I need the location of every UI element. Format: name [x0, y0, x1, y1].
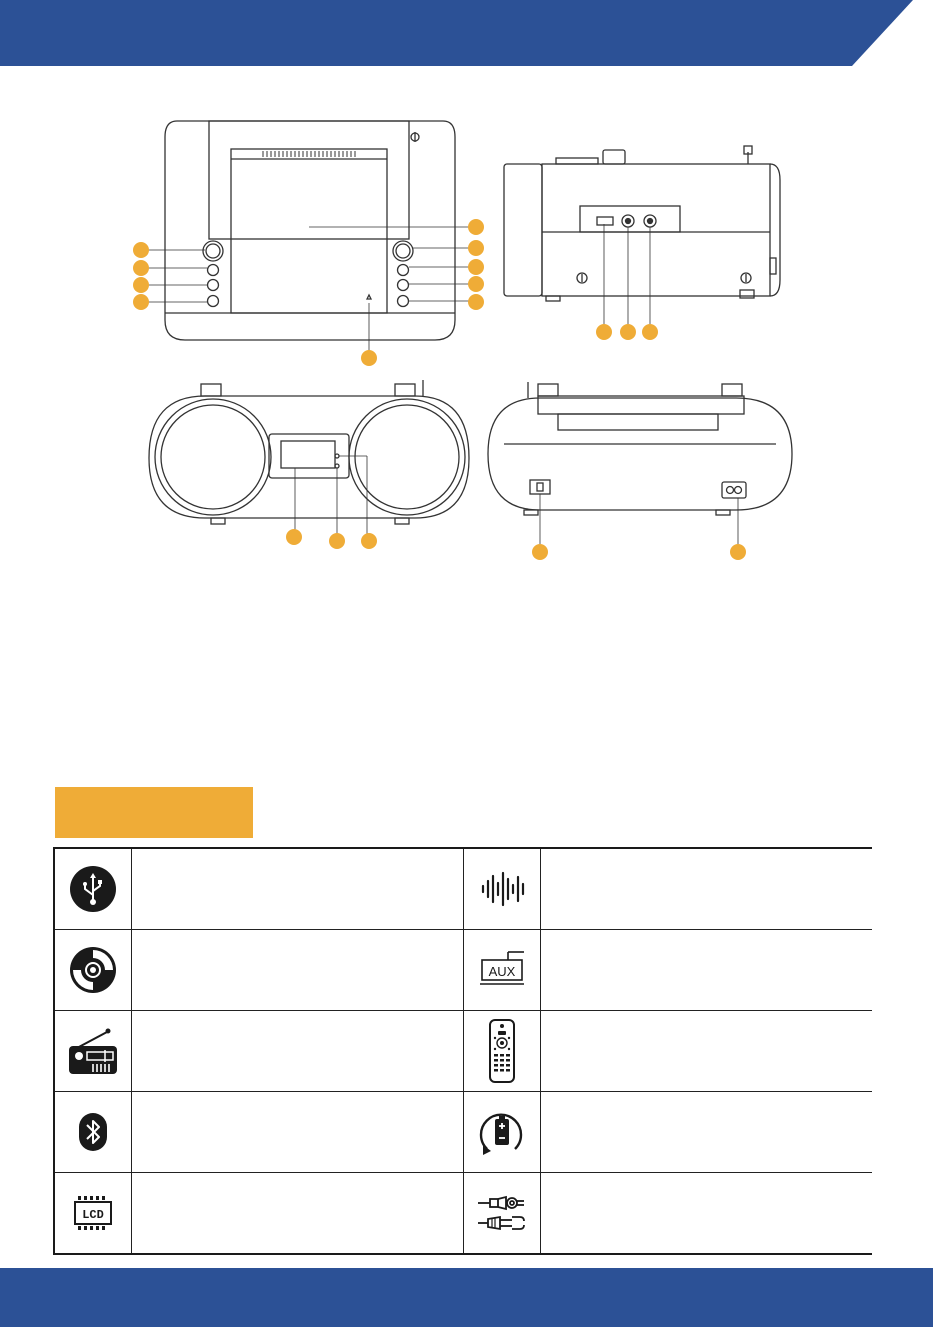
- side-view-illustration: [500, 140, 785, 345]
- feature-text-cell: [131, 1092, 463, 1173]
- callout-badge-18: [730, 544, 746, 560]
- callout-badge-13: [642, 324, 658, 340]
- top-view-illustration: [125, 115, 495, 370]
- back-view-illustration: [484, 380, 796, 550]
- feature-icon-cell: [463, 1092, 540, 1173]
- callout-badge-11: [596, 324, 612, 340]
- usb-icon: [69, 865, 117, 913]
- callout-badge-14: [286, 529, 302, 545]
- callout-badge-10: [361, 350, 377, 366]
- feature-text-cell: [131, 1173, 463, 1255]
- callout-badge-1: [133, 242, 149, 258]
- feature-text-cell: [540, 848, 872, 930]
- feature-text-cell: [131, 930, 463, 1011]
- callout-badge-5: [468, 219, 484, 235]
- radio-icon: [67, 1026, 119, 1076]
- bluetooth-icon: [78, 1112, 108, 1152]
- sound-wave-icon: [478, 865, 526, 913]
- feature-icon-cell: [54, 1011, 131, 1092]
- feature-icon-cell: [54, 1173, 131, 1255]
- feature-text-cell: [540, 930, 872, 1011]
- lcd-icon-label: LCD: [82, 1208, 104, 1222]
- feature-text-cell: [131, 1011, 463, 1092]
- aux-icon: [478, 950, 526, 990]
- callout-badge-15: [329, 533, 345, 549]
- feature-icon-cell: [54, 1092, 131, 1173]
- feature-text-cell: [540, 1092, 872, 1173]
- feature-table: [53, 847, 872, 1255]
- feature-icon-cell: [54, 848, 131, 930]
- footer-band: [0, 1268, 933, 1327]
- front-view-illustration: [145, 378, 475, 550]
- battery-icon: [477, 1105, 527, 1159]
- feature-icon-cell: [463, 1173, 540, 1255]
- section-heading-tab: [55, 787, 253, 838]
- header-band: [0, 0, 933, 66]
- feature-text-cell: [131, 848, 463, 930]
- callout-badge-3: [133, 277, 149, 293]
- feature-icon-cell: [463, 848, 540, 930]
- callout-badge-17: [532, 544, 548, 560]
- feature-icon-cell: [463, 1011, 540, 1092]
- power-plug-icon: [476, 1189, 528, 1237]
- callout-badge-2: [133, 260, 149, 276]
- table-row: [54, 848, 872, 930]
- callout-badge-6: [468, 240, 484, 256]
- table-row: [54, 1173, 872, 1255]
- callout-badge-7: [468, 259, 484, 275]
- table-row: [54, 1092, 872, 1173]
- callout-badge-9: [468, 294, 484, 310]
- feature-text-cell: [540, 1011, 872, 1092]
- remote-control-icon: [487, 1018, 517, 1084]
- callout-badge-4: [133, 294, 149, 310]
- lcd-icon: [73, 1196, 113, 1230]
- callout-badge-8: [468, 276, 484, 292]
- feature-text-cell: [540, 1173, 872, 1255]
- aux-icon-label: AUX: [488, 964, 516, 979]
- feature-icon-cell: [463, 930, 540, 1011]
- table-row: [54, 1011, 872, 1092]
- feature-icon-cell: [54, 930, 131, 1011]
- table-row: [54, 930, 872, 1011]
- cd-icon: [69, 946, 117, 994]
- callout-badge-12: [620, 324, 636, 340]
- callout-badge-16: [361, 533, 377, 549]
